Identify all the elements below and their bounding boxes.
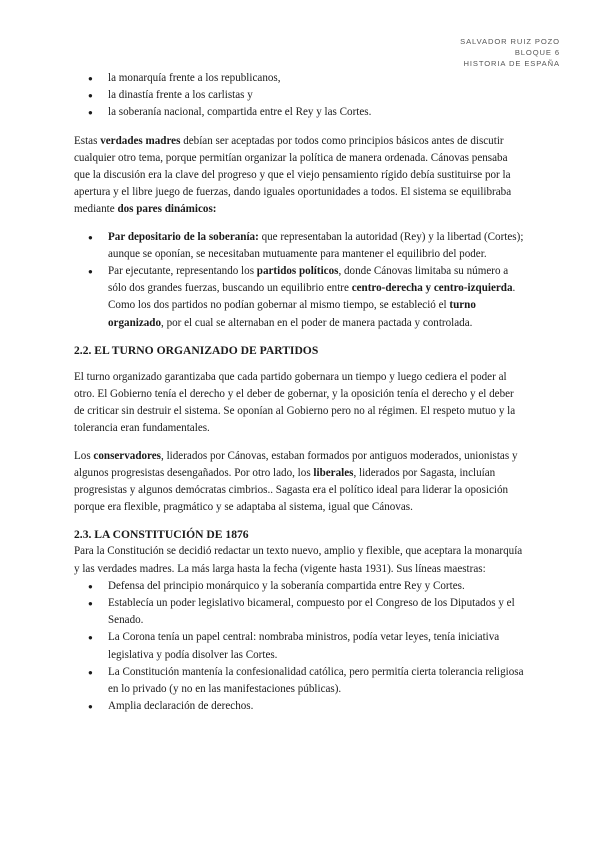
- section-heading-2-3: 2.3. LA CONSTITUCIÓN DE 1876: [74, 528, 249, 542]
- list-item: ● La Constitución mantenía la confesionalidad católica, pero permitía cierta tolerancia religiosa en lo privado (y no en las manifestaciones públicas).: [108, 664, 526, 698]
- text-run: , donde Cánovas limitaba su número a sólo dos grandes fuerzas, buscando un equilibrio entre: [108, 265, 509, 295]
- text-run: , liderados por Sagasta, incluían progresistas y algunos demócratas cimbrios.. Sagasta era el político ideal para liderar la oposición porque era flexible, pragmático y se adaptaba al sistema, igual que Cánovas.: [74, 466, 509, 514]
- section-heading-2-2: 2.2. EL TURNO ORGANIZADO DE PARTIDOS: [74, 343, 319, 357]
- parties-paragraph: [74, 448, 526, 517]
- bold-run: Par depositario de la soberanía:: [108, 230, 259, 243]
- text-run: Par ejecutante, representando los: [108, 265, 257, 278]
- text-run: debían ser aceptadas por todos como principios básicos antes de discutir cualquier otro tema, porque permitían organizar la política de manera ordenada. Cánovas pensaba que la discusión era la clave del progreso y que el viejo pensamiento rígido debía sustituirse por la apertura y el libre juego de fuerzas, dando iguales oportunidades a todos. El sistema se equilibraba mediante: [74, 134, 512, 216]
- turno-paragraph: El turno organizado garantizaba que cada partido gobernara un tiempo y luego cediera el poder al otro. El Gobierno tenía el derecho y el deber de gobernar, y la oposición tenía el derecho y el deber de criticar sin destruir el sistema. Se oponían al Gobierno pero no al régimen. El respeto mutuo y la tolerancia eran fundamentales.: [74, 370, 516, 435]
- bold-run: verdades madres: [100, 134, 181, 147]
- intro-list: [74, 70, 526, 122]
- bold-run: partidos políticos: [256, 265, 339, 278]
- text-run: . Como los dos partidos no podían gobernar al mismo tiempo, se estableció el: [108, 282, 516, 312]
- list-item: ● La Corona tenía un papel central: nombraba ministros, podía vetar leyes, tenía iniciativa legislativa y podía disolver las Cortes.: [108, 629, 526, 663]
- header-author: SALVADOR RUIZ POZO: [460, 37, 560, 46]
- text-run: que representaban la autoridad (Rey) y la libertad (Cortes); aunque se oponían, se necesitaban mutuamente para mantener el equilibrio del poder.: [108, 230, 524, 260]
- list-item-executive-pair: [108, 263, 526, 332]
- text-run: Los: [74, 449, 94, 462]
- list-item: ● la dinastía frente a los carlistas y: [108, 87, 526, 104]
- pairs-list: [74, 229, 526, 332]
- document-body: [74, 70, 526, 716]
- bold-run: centro-derecha y centro-izquierda: [351, 282, 513, 295]
- constitution-list: [74, 578, 526, 716]
- text-run: Estas: [74, 134, 101, 147]
- text-run: , liderados por Cánovas, estaban formados por antiguos moderados, unionistas y algunos progresistas desengañados. Por otro lado, los: [74, 449, 518, 479]
- verdades-madres-paragraph: [74, 133, 526, 219]
- bold-run: dos pares dinámicos:: [117, 203, 217, 216]
- constitution-intro-paragraph: Para la Constitución se decidió redactar un texto nuevo, amplio y flexible, que aceptara la monarquía y las verdades madres. La más larga hasta la fecha (vigente hasta 1931). Sus líneas maestras:: [74, 545, 523, 575]
- bold-run: liberales: [313, 466, 354, 479]
- list-item-sovereignty-pair: [108, 229, 526, 263]
- list-item: ● Amplia declaración de derechos.: [108, 698, 526, 715]
- list-item: ● Establecía un poder legislativo bicameral, compuesto por el Congreso de los Diputados y el Senado.: [108, 595, 526, 629]
- header-subject: HISTORIA DE ESPAÑA: [463, 59, 560, 68]
- list-item: ● Defensa del principio monárquico y la soberanía compartida entre Rey y Cortes.: [108, 578, 526, 595]
- list-item: ● la monarquía frente a los republicanos,: [108, 70, 526, 87]
- text-run: , por el cual se alternaban en el poder de manera pactada y controlada.: [161, 316, 473, 329]
- bold-run: turno organizado: [108, 299, 476, 329]
- bold-run: conservadores: [93, 449, 162, 462]
- list-item: ● la soberanía nacional, compartida entre el Rey y las Cortes.: [108, 104, 526, 121]
- header-block: BLOQUE 6: [514, 48, 560, 57]
- page-header: [460, 36, 560, 69]
